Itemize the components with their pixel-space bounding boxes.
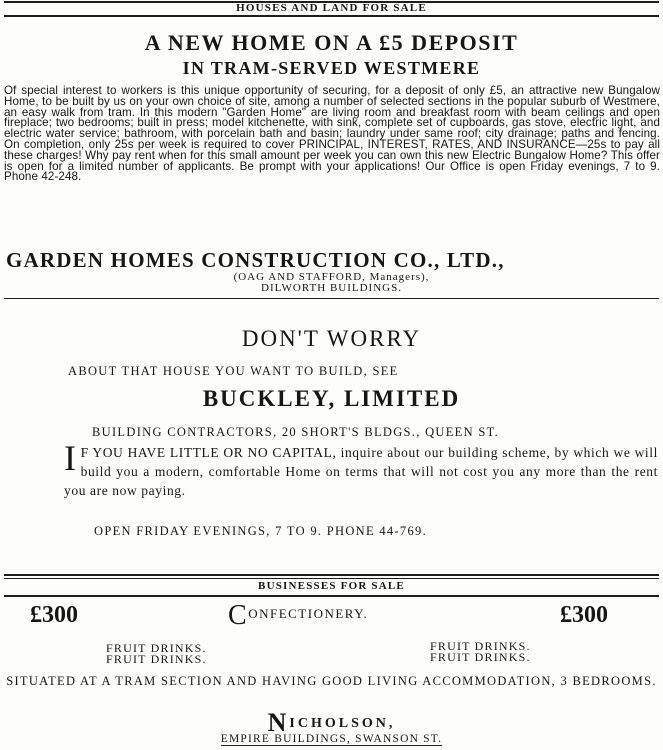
ad-subheadline: IN TRAM-SERVED WESTMERE [182,58,481,78]
fruit-line: FRUIT DRINKS. [106,641,207,655]
agent-address-text: EMPIRE BUILDINGS, SWANSON ST. [220,733,443,745]
section-header-houses: HOUSES AND LAND FOR SALE [236,2,427,14]
fruit-line: FRUIT DRINKS. [106,652,207,666]
section2-rule-bottom [4,595,659,597]
ad3-title-cap: C [228,600,249,631]
ad2-headline: DON'T WORRY [241,326,422,351]
ad-headline: A NEW HOME ON A £5 DEPOSIT [144,30,519,55]
ad2-company: BUCKLEY, LIMITED [202,386,461,411]
managers-line: (OAG AND STAFFORD, Managers), [233,271,430,283]
ad2-address: BUILDING CONTRACTORS, 20 SHORT'S BLDGS., QUEEN ST. [92,425,500,439]
agent-name-rest: ICHOLSON, [289,716,396,731]
fruit-drinks-left [106,643,207,665]
fruit-drinks-right [430,641,531,663]
company-managers-block [0,272,663,294]
section2-rule-top [4,574,659,576]
company-name: GARDEN HOMES CONSTRUCTION CO., LTD., [6,248,505,272]
ad-body-text: Of special interest to workers is this unique opportunity of securing, for a deposit of only £5, an attractive new Bungalow Home, to be built by us on your own choice of site, among a number of selected sections in the popular suburb of Westmere, an easy walk from tram. In this modern "Garden Home" are living room and breakfast room with beam ceilings and open fireplace; two bedrooms; built in press; model kitchenette, with sink, complete set of cupboards, gas stove, electric light, and electric water service; bathroom, with porcelain bath and basin; laundry under same roof; city drainage; paths and fencing. On completion, only 25s per week is required to cover PRINCIPAL, INTEREST, RATES, AND INSURANCE—25s to pay all these charges! Why pay rent when for this small amount per week you can own this new Electric Bungalow Home? This offer is open for a limited number of applicants. Be prompt with your applications! Our Office is open Friday evenings, 7 to 9. Phone 42-248. [4,84,660,184]
ad3-title-rest: ONFECTIONERY. [248,606,369,621]
header-rule [4,15,659,17]
company-address: DILWORTH BUILDINGS. [261,282,402,294]
ad2-body: F YOU HAVE LITTLE OR NO CAPITAL, inquire about our building scheme, by which we will build you a modern, comfortable Home on terms that will not cost you any more than the rent you are now paying. [64,445,658,498]
price-right: £300 [560,602,608,628]
ad2-paragraph [64,438,658,500]
fruit-line: FRUIT DRINKS. [430,650,531,664]
ad2-dropcap: I [64,438,77,478]
section2-rule-top-2 [4,578,659,579]
ad2-subline: ABOUT THAT HOUSE YOU WANT TO BUILD, SEE [68,364,399,378]
section-header-businesses: BUSINESSES FOR SALE [258,580,405,592]
ad3-description: SITUATED AT A TRAM SECTION AND HAVING GOOD LIVING ACCOMMODATION, 3 BEDROOMS. [6,674,657,688]
agent-address [0,733,663,745]
price-left: £300 [30,602,78,628]
ad2-hours: OPEN FRIDAY EVENINGS, 7 TO 9. PHONE 44-769. [94,524,427,538]
ad-divider [4,298,659,299]
agent-name-cap: N [267,708,290,737]
fruit-line: FRUIT DRINKS. [430,639,531,653]
ad3-title [228,600,368,632]
